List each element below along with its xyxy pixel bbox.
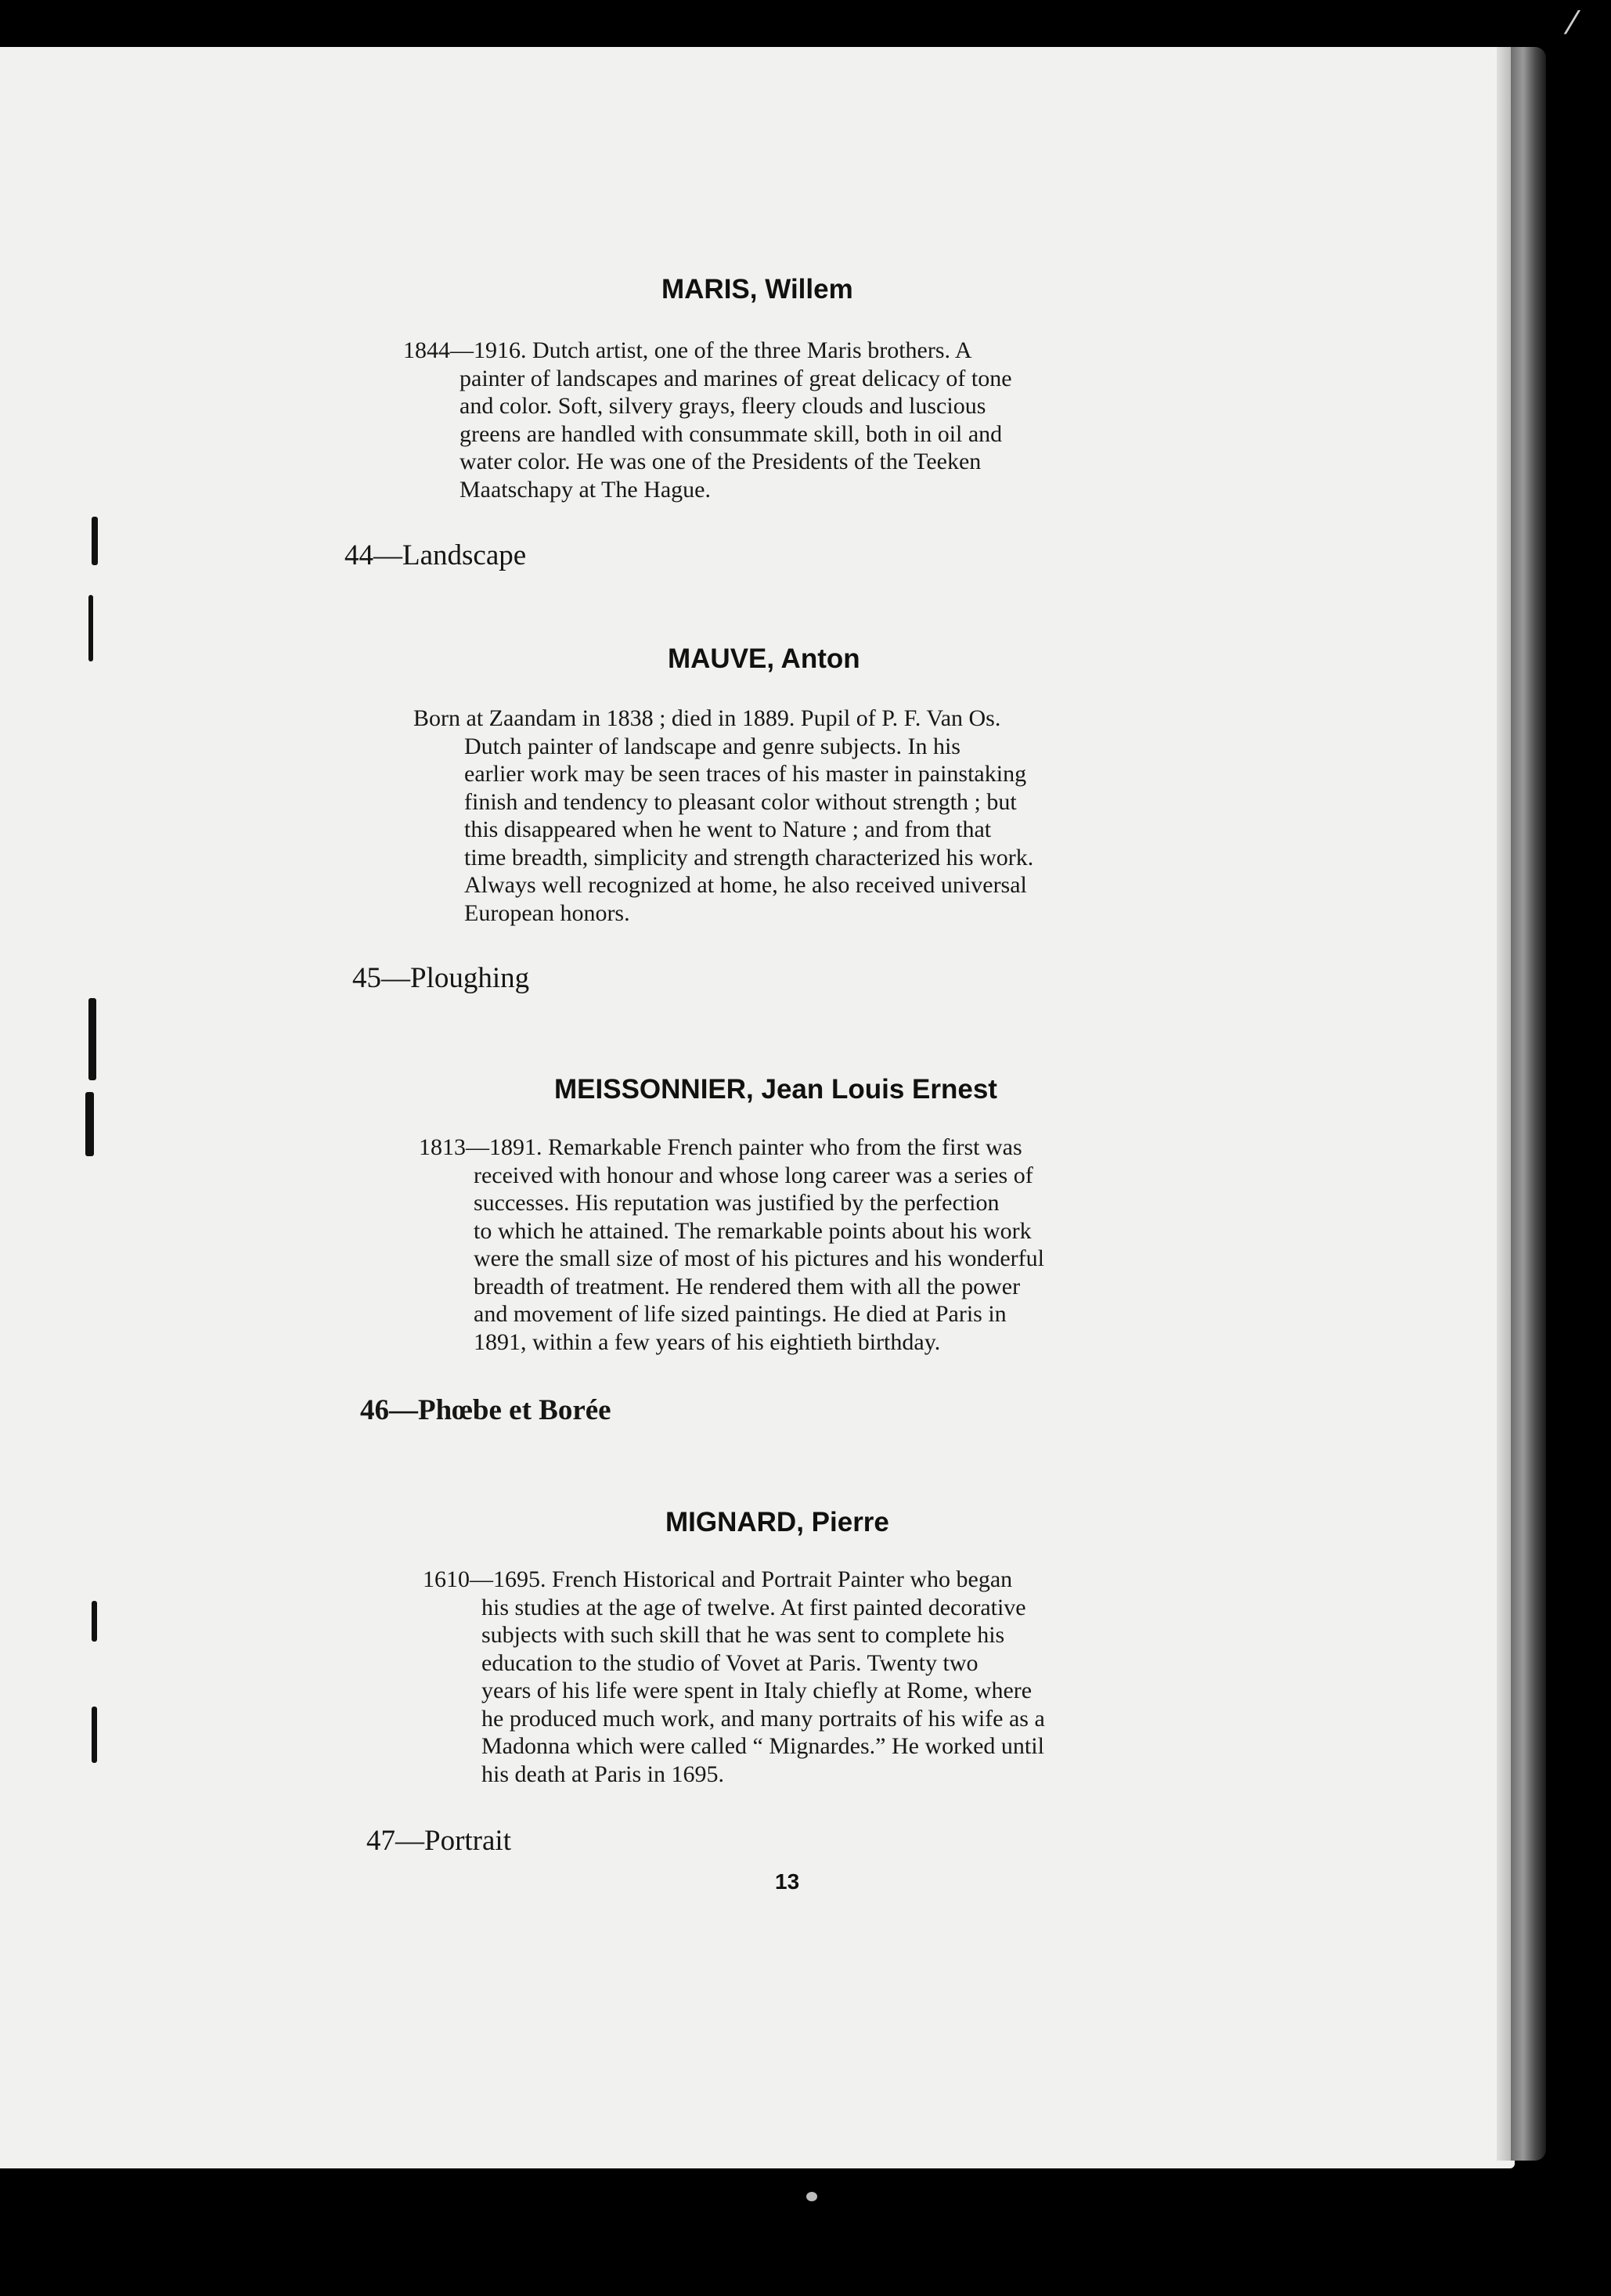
bio-line: water color. He was one of the Presidents of the Teeken [460, 449, 982, 474]
bio-line: breadth of treatment. He rendered them with all the power [474, 1273, 1021, 1299]
bio-line: 1891, within a few years of his eightieth birthday. [474, 1328, 941, 1355]
bio-line: 1610—1695. French Historical and Portrait Painter who began [423, 1566, 1013, 1592]
bio-line: Dutch painter of landscape and genre subjects. In his [464, 733, 960, 759]
binding-mark [92, 1707, 97, 1763]
artist-heading: MIGNARD, Pierre [665, 1507, 889, 1537]
binding-mark [92, 517, 98, 565]
artist-biography [419, 1134, 1237, 1356]
bio-line: time breadth, simplicity and strength characterized his work. [464, 844, 1034, 870]
binding-mark [92, 1601, 97, 1642]
page-number: 13 [775, 1869, 800, 1894]
bio-line: education to the studio of Vovet at Paris. Twenty two [481, 1649, 978, 1676]
bio-line: his studies at the age of twelve. At first painted decorative [481, 1594, 1026, 1620]
bio-line: successes. His reputation was justified by the perfection [474, 1190, 1000, 1216]
bio-line: were the small size of most of his pictures and his wonderful [474, 1245, 1044, 1271]
bio-line: and color. Soft, silvery grays, fleery clouds and luscious [460, 393, 986, 419]
catalogue-entry: 45—Ploughing [352, 962, 530, 994]
bio-line: finish and tendency to pleasant color without strength ; but [464, 788, 1017, 815]
binding-mark [88, 595, 93, 661]
bio-line: Maatschapy at The Hague. [460, 476, 711, 503]
catalogue-entry: 47—Portrait [366, 1825, 511, 1857]
bio-line: years of his life were spent in Italy chiefly at Rome, where [481, 1678, 1033, 1703]
bio-line: to which he attained. The remarkable points about his work [474, 1217, 1032, 1244]
bio-line: painter of landscapes and marines of great delicacy of tone [460, 365, 1012, 391]
book-edge [1511, 47, 1546, 2161]
page-edge-highlight [1497, 47, 1512, 2161]
bio-line: his death at Paris in 1695. [481, 1761, 724, 1787]
bio-line: received with honour and whose long career was a series of [474, 1162, 1033, 1188]
bio-line: Always well recognized at home, he also received universal [464, 872, 1027, 898]
bio-line: he produced much work, and many portraits of his wife as a [481, 1705, 1045, 1732]
bio-line: 1844—1916. Dutch artist, one of the three Maris brothers. A [403, 337, 972, 363]
bio-line: 1813—1891. Remarkable French painter who from the first was [419, 1134, 1022, 1160]
binding-mark [88, 998, 96, 1080]
corner-scratch-icon: ⁄ [1570, 5, 1575, 41]
artist-heading: MAUVE, Anton [668, 643, 860, 674]
artist-biography [423, 1566, 1241, 1788]
artist-heading: MEISSONNIER, Jean Louis Ernest [554, 1074, 997, 1105]
bio-line: greens are handled with consummate skill, both in oil and [460, 420, 1003, 447]
bio-line: European honors. [464, 899, 630, 926]
bio-line: earlier work may be seen traces of his master in painstaking [464, 761, 1027, 787]
bio-line: and movement of life sized paintings. He died at Paris in [474, 1301, 1007, 1327]
scan-speck [806, 2192, 817, 2201]
binding-mark [85, 1092, 94, 1156]
bio-line: Born at Zaandam in 1838 ; died in 1889. Pupil of P. F. Van Os. [413, 705, 1001, 731]
bio-line: this disappeared when he went to Nature ; and from that [464, 816, 992, 842]
catalogue-entry: 44—Landscape [344, 539, 527, 571]
artist-heading: MARIS, Willem [661, 274, 853, 305]
bio-line: subjects with such skill that he was sent to complete his [481, 1622, 1005, 1648]
bio-line: Madonna which were called “ Mignardes.” He worked until [481, 1733, 1044, 1759]
artist-biography [413, 705, 1227, 927]
artist-biography [403, 337, 1217, 503]
catalogue-entry: 46—Phœbe et Borée [360, 1394, 611, 1426]
